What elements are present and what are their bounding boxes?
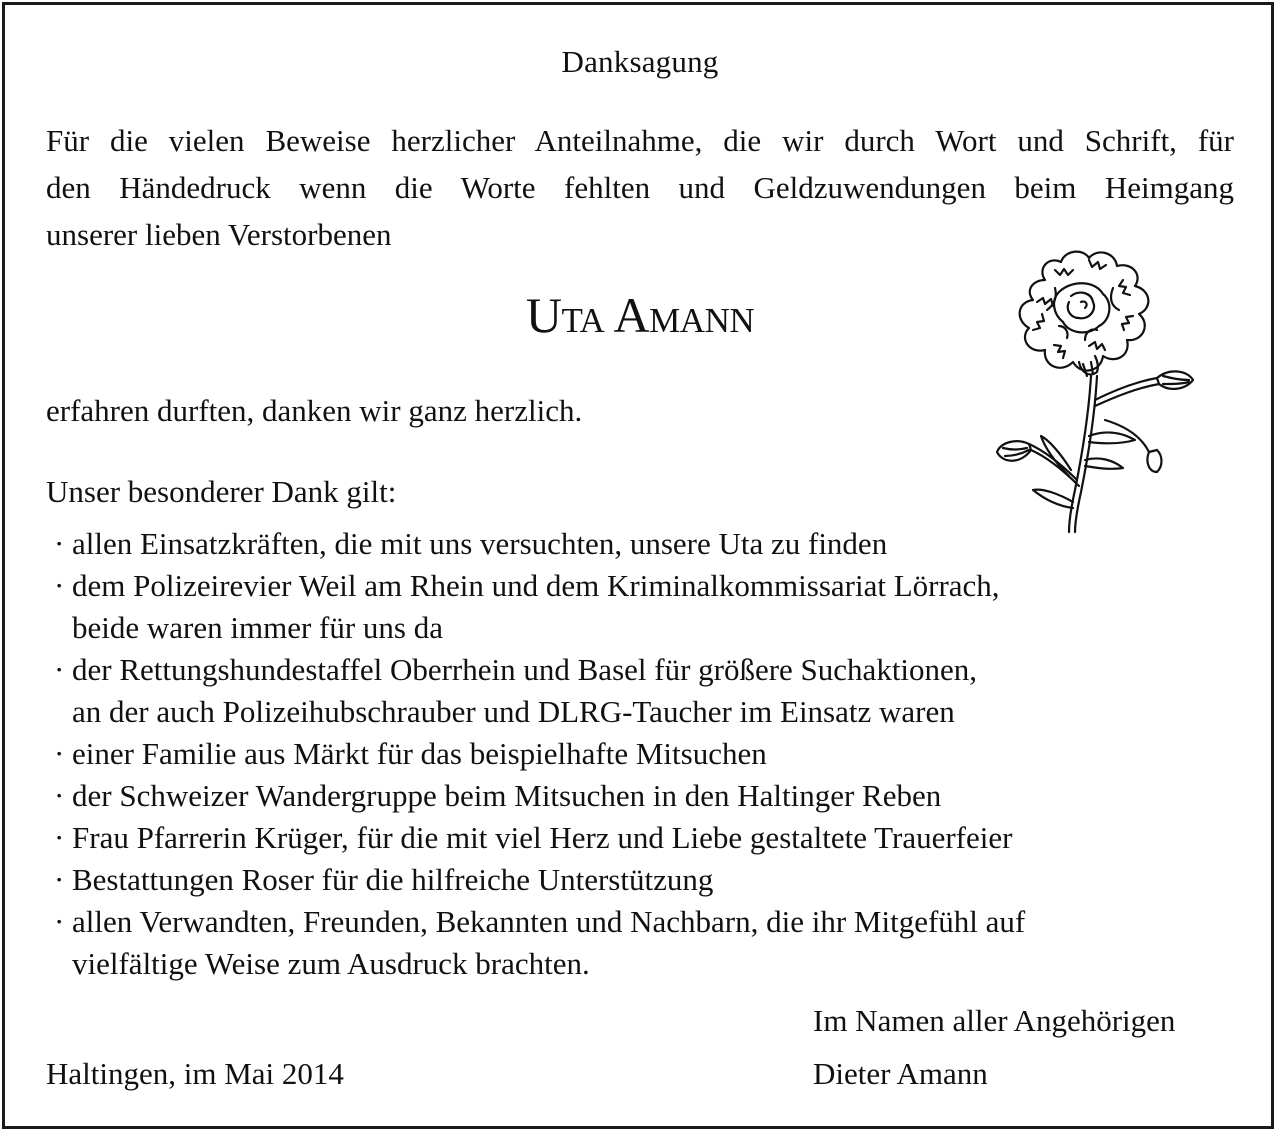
list-item [54,859,1214,901]
list-item [54,565,1214,649]
list-item-text: Frau Pfarrerin Krüger, für die mit viel Herz und Liebe gestaltete Trauerfeier [72,820,1013,855]
list-item [54,733,1214,775]
list-item-text: einer Familie aus Märkt für das beispielhafte Mitsuchen [72,736,767,771]
bullet: · [54,526,65,561]
bullet: · [54,778,65,813]
list-item-text: dem Polizeirevier Weil am Rhein und dem Kriminalkommissariat Lörrach, beide waren immer für uns da [72,568,1000,645]
bullet: · [54,904,65,939]
bullet: · [54,820,65,855]
intro-line: den Händedruck wenn die Worte fehlten und Geldzuwendungen beim Heimgang [46,170,1234,205]
carnation-flower-icon [985,240,1200,535]
list-item [54,775,1214,817]
list-item-text: allen Verwandten, Freunden, Bekannten und Nachbarn, die ihr Mitgefühl auf vielfältige Weise zum Ausdruck brachten. [72,904,1026,981]
intro-line: unserer lieben Verstorbenen [46,217,392,252]
list-item-text: allen Einsatzkräften, die mit uns versuchten, unsere Uta zu finden [72,526,888,561]
list-item [54,649,1214,733]
signer-name: Dieter Amann [813,1056,988,1091]
list-item-text: der Schweizer Wandergruppe beim Mitsuchen in den Haltinger Reben [72,778,942,813]
closing-line: Im Namen aller Angehörigen [813,1003,1176,1038]
list-item [54,901,1214,985]
bullet: · [54,862,65,897]
bullet: · [54,568,65,603]
list-item [54,817,1214,859]
list-item-text: Bestattungen Roser für die hilfreiche Unterstützung [72,862,714,897]
bullet: · [54,736,65,771]
bullet: · [54,652,65,687]
deceased-name: Uta Amann [525,287,755,343]
thanks-line: erfahren durften, danken wir ganz herzlich. [46,393,583,428]
list-item [54,523,1214,565]
thanks-list [54,523,1214,985]
place-date: Haltingen, im Mai 2014 [46,1056,344,1091]
list-title: Unser besonderer Dank gilt: [46,474,397,509]
intro-line: Für die vielen Beweise herzlicher Anteilnahme, die wir durch Wort und Schrift, für [46,123,1234,158]
list-item-text: der Rettungshundestaffel Oberrhein und Basel für größere Suchaktionen, an der auch Polizeihubschrauber und DLRG-Taucher im Einsatz waren [72,652,978,729]
notice-heading: Danksagung [561,44,719,79]
intro-paragraph [46,117,1234,258]
